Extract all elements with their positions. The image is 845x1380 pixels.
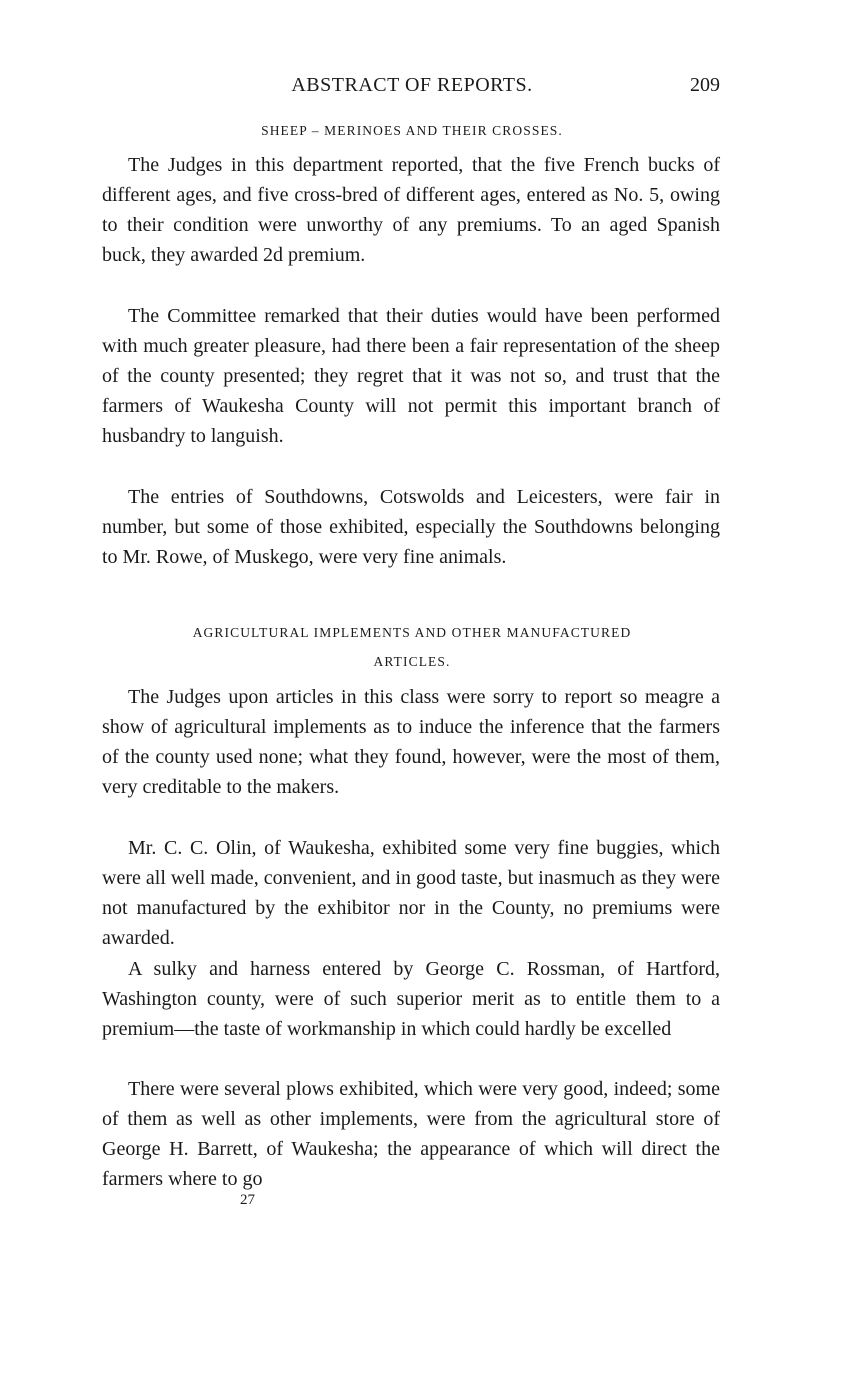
signature-mark: 27 — [240, 1192, 255, 1208]
paragraph-implements-judges: The Judges upon articles in this class were sorry to report so meagre a show of agricultural implements as to induce the inference that the farmers of the county used none; what they found, however, were the most of them, very creditable to the makers. — [102, 686, 720, 798]
section-heading-implements — [102, 618, 722, 676]
paragraph-sheep-committee: The Committee remarked that their duties would have been performed with much greater pleasure, had there been a fair representation of the sheep of the county presented; they regret that it was not so, and trust that the farmers of Waukesha County will not permit this important branch of husbandry to languish. — [102, 305, 720, 447]
section-heading-implements-line1: AGRICULTURAL IMPLEMENTS AND OTHER MANUFACTURED — [192, 625, 632, 640]
page-number: 209 — [690, 74, 720, 96]
section-heading-sheep: SHEEP – MERINOES AND THEIR CROSSES. — [261, 123, 563, 138]
running-head — [102, 74, 722, 104]
paragraph-implements-olin: Mr. C. C. Olin, of Waukesha, exhibited some very fine buggies, which were all well made, convenient, and in good taste, but inasmuch as they were not manufactured by the exhibitor nor in the County, no premiums were awarded. — [102, 837, 720, 949]
paragraph-implements-plows: There were several plows exhibited, which were very good, indeed; some of them as well as other implements, were from the agricultural store of George H. Barrett, of Waukesha; the appearance of which will direct the farmers where to go — [102, 1078, 720, 1190]
section-heading-implements-line2: ARTICLES. — [373, 654, 451, 669]
paragraph-implements-sulky: A sulky and harness entered by George C. Rossman, of Hartford, Washington county, were of such superior merit as to entitle them to a premium—the taste of workmanship in which could hardly be excelled — [102, 958, 720, 1040]
running-title: ABSTRACT OF REPORTS. — [291, 74, 533, 96]
paragraph-sheep-judges: The Judges in this department reported, that the five French bucks of different ages, and five cross-bred of different ages, entered as No. 5, owing to their condition were unworthy of any premiums. To an aged Spanish buck, they awarded 2d premium. — [102, 154, 720, 266]
paragraph-sheep-entries: The entries of Southdowns, Cotswolds and Leicesters, were fair in number, but some of those exhibited, especially the Southdowns belonging to Mr. Rowe, of Muskego, were very fine animals. — [102, 486, 720, 568]
